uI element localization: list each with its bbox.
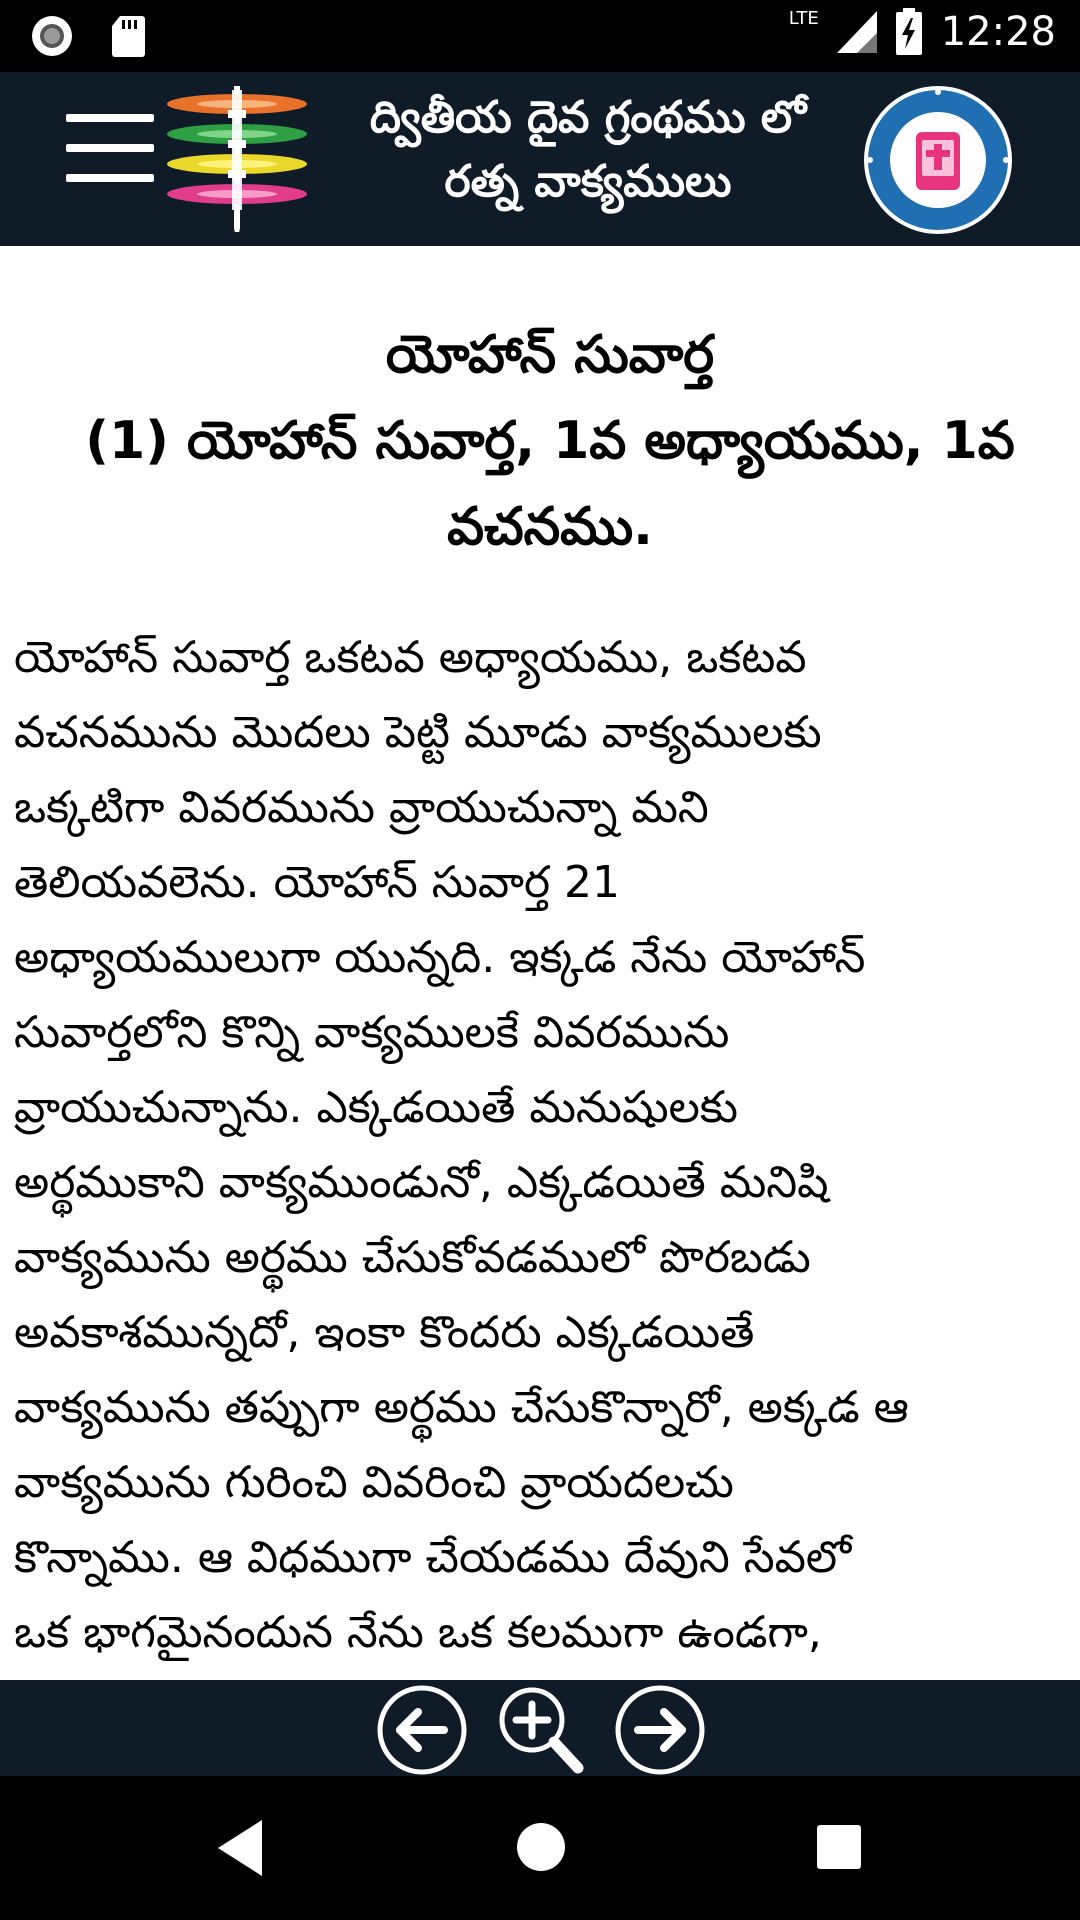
network-type-label: LTE: [788, 7, 819, 29]
record-icon: [30, 14, 74, 58]
menu-line: [66, 114, 154, 122]
chapter-heading: యోహాన్ సువార్త (1) యోహాన్ సువార్త, 1వ అధ్యాయము, 1వ వచనము.: [85, 325, 1015, 557]
app-title: ద్వితీయ దైవ గ్రంథము లో రత్న వాక్యములు: [369, 92, 807, 207]
body-text: యోహాన్ సువార్త ఒకటవ అధ్యాయము, ఒకటవ వచనమును మొదలు పెట్టి మూడు వాక్యములకు ఒక్కటిగా వివరమును వ్రాయుచున్నా మని తెలియవలెను. యోహాన్ సువార్త 21 అధ్యాయములుగా యున్నది. ఇక్కడ నేను యోహాన్ సువార్తలోని కొన్ని వాక్యములకే వివరమును వ్రాయుచున్నాను. ఎక్కడయితే మనుషులకు అర్థముకాని వాక్యముండునో, ఎక్కడయితే మనిషి వాక్యమును అర్థము చేసుకోవడములో పొరబడు అవకాశమున్నదో, ఇంకా కొందరు ఎక్కడయితే వాక్యమును తప్పుగా అర్థము చేసుకొన్నారో, అక్కడ ఆ వాక్యమును గురించి వివరించి వ్రాయదలచు కొన్నాము. ఆ విధముగా చేయడము దేవుని సేవలో ఒక భాగమైనందున నేను ఒక కలముగా ఉండగా,: [14, 632, 909, 1658]
app-logo-icon: [162, 82, 312, 232]
app-bar: [0, 72, 1080, 246]
status-bar: [0, 0, 1080, 72]
signal-icon: [837, 11, 877, 53]
previous-arrow-icon[interactable]: [376, 1684, 468, 1776]
menu-line: [66, 144, 154, 152]
hamburger-menu-icon[interactable]: [66, 114, 154, 182]
menu-line: [66, 174, 154, 182]
system-nav-bar: [0, 1776, 1080, 1920]
content-area[interactable]: [0, 246, 1080, 1680]
battery-charging-icon: [895, 8, 923, 56]
back-icon[interactable]: [214, 1818, 264, 1878]
status-time: 12:28: [940, 9, 1056, 55]
suvartha-kraisthava-sangham-logo: [862, 84, 1014, 236]
recents-icon[interactable]: [816, 1824, 862, 1870]
zoom-in-icon[interactable]: [494, 1684, 586, 1776]
sd-card-icon: [110, 14, 146, 58]
bottom-toolbar: [0, 1680, 1080, 1776]
home-icon[interactable]: [516, 1822, 566, 1872]
next-arrow-icon[interactable]: [614, 1684, 706, 1776]
